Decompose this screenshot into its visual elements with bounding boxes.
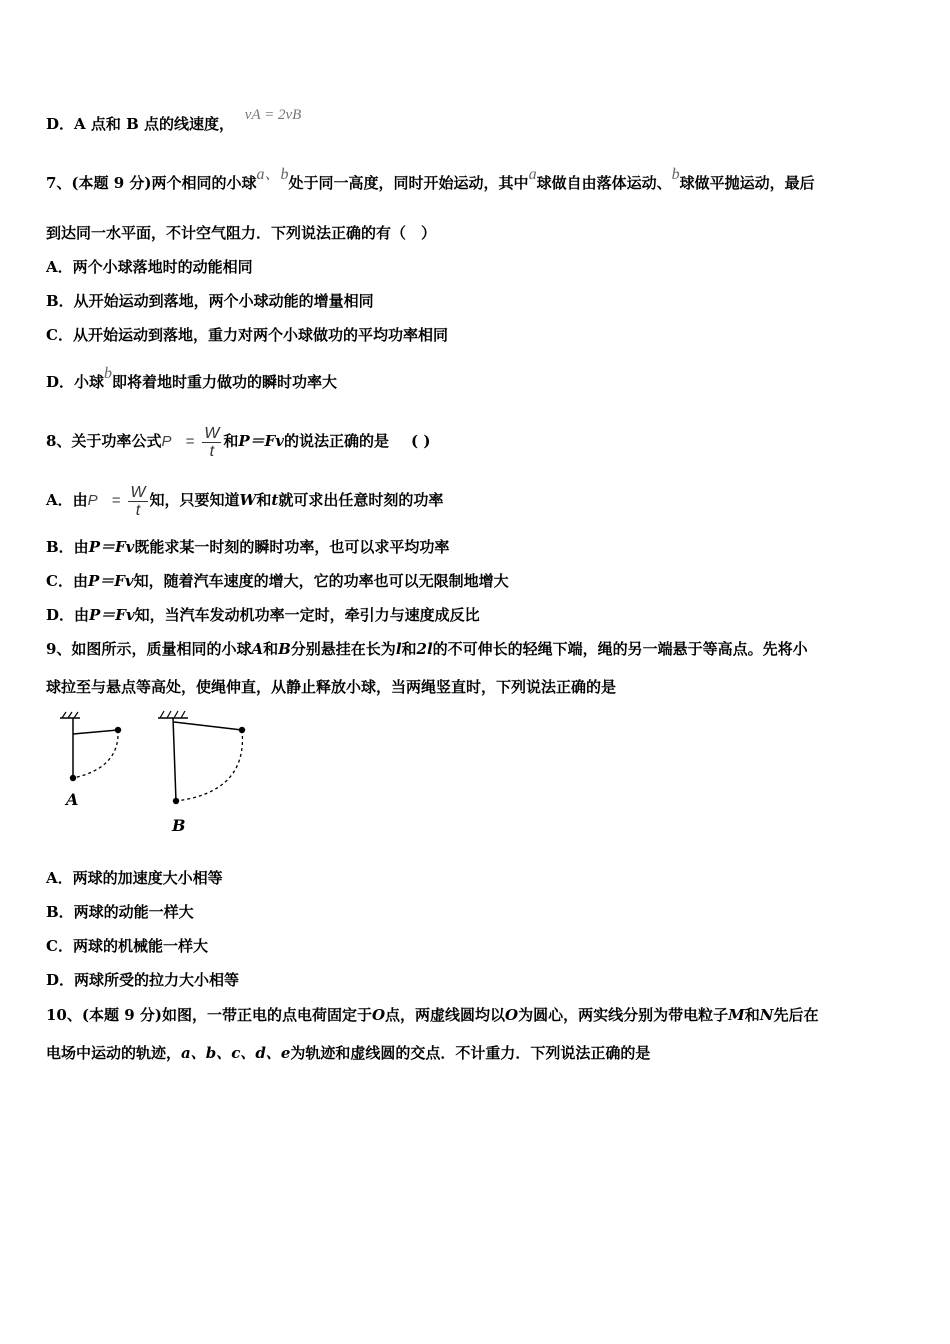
q8-stem-pre: 8、关于功率公式 [46, 432, 162, 450]
q8-option-a-t: t [135, 501, 141, 519]
q9-and: 和 [263, 640, 279, 658]
q9-option-c: C．两球的机械能一样大 [46, 937, 208, 955]
q7-option-a: A．两个小球落地时的动能相同 [46, 258, 253, 276]
q8-option-b-pre: B．由 [46, 538, 89, 556]
q6-option-d-formula: vA = 2vB [244, 107, 302, 123]
q8-option-a-text: 知，只要知道 [149, 491, 240, 509]
q8-formula-p: P [161, 433, 172, 450]
q7-option-b: B．从开始运动到落地，两个小球动能的增量相同 [46, 292, 374, 310]
fig-label-a: A [66, 790, 79, 809]
q10-particle-m: M [728, 1006, 745, 1024]
q8-stem [46, 420, 430, 463]
q9-ball-a: A [251, 640, 264, 658]
q9-stem-text: 分别悬挂在长为 [290, 640, 396, 658]
q7-symbol-b: b [280, 166, 289, 183]
pendulum-diagram [52, 704, 262, 836]
q10-point-o2: O [505, 1006, 519, 1024]
q8-option-d-pfv: P＝Fv [89, 606, 135, 624]
q6-option-d [46, 107, 302, 135]
q10-stem-text: 先后在 [773, 1006, 819, 1024]
q8-option-a-pre: A．由 [46, 491, 88, 509]
fig-label-b: B [172, 816, 186, 835]
q9-length-2l: 2l [416, 640, 433, 658]
q9-stem-text: 和 [401, 640, 417, 658]
q9-stem-text: 的不可伸长的轻绳下端，绳的另一端悬于等高点。先将小 [432, 640, 808, 658]
q8-formula-eq: = [185, 433, 195, 450]
q8-option-d [46, 605, 480, 625]
q8-option-b-pfv: P＝Fv [88, 538, 135, 556]
q8-and: 和 [223, 432, 239, 450]
q10-stem-text: 电场中运动的轨迹， [46, 1044, 182, 1062]
q7-stem-text: 处于同一高度，同时开始运动，其中 [288, 174, 529, 192]
q7-stem-text: 球做平抛运动，最后 [679, 174, 815, 192]
q7-stem-line2: 到达同一水平面，不计空气阻力．下列说法正确的有（ ） [46, 224, 437, 242]
q9-length-l: l [395, 640, 402, 658]
q9-ball-b: B [278, 640, 291, 658]
q10-and: 和 [744, 1006, 760, 1024]
q8-stem-post: 的说法正确的是 [284, 432, 390, 450]
q9-stem-line2: 球拉至与悬点等高处，使绳伸直，从静止释放小球，当两绳竖直时，下列说法正确的是 [46, 678, 617, 696]
q8-option-c [46, 571, 509, 591]
q7-stem-text: 两个相同的小球 [151, 174, 257, 192]
q8-option-a [46, 479, 443, 522]
q8-option-b [46, 537, 449, 557]
q10-point-o: O [371, 1006, 386, 1024]
q6-option-d-label: D． [46, 115, 75, 133]
q10-stem-line1 [46, 1005, 819, 1025]
q10-stem-text: 为圆心，两实线分别为带电粒子 [518, 1006, 729, 1024]
pendulum-b [158, 711, 245, 835]
q8-option-c-pfv: P＝Fv [87, 572, 134, 590]
q8-option-a-t-text: t [271, 491, 279, 509]
q9-stem-line1 [46, 639, 808, 659]
q9-pendulum-figure [52, 704, 262, 840]
q7-symbol-sep: 、 [264, 166, 281, 183]
q7-option-d-pre: D．小球 [46, 373, 105, 391]
q8-option-a-w: W [130, 483, 146, 501]
q8-formula-w: W [204, 424, 220, 442]
q7-option-c: C．从开始运动到落地，重力对两个小球做功的平均功率相同 [46, 326, 448, 344]
q8-option-d-pre: D．由 [46, 606, 90, 624]
q8-formula-fraction [202, 425, 221, 460]
q8-pfv: P＝Fv [238, 432, 285, 450]
q8-option-a-fraction [128, 484, 147, 519]
q8-answer-paren: ( ) [411, 432, 431, 450]
q10-stem-text: 点，两虚线圆均以 [385, 1006, 506, 1024]
q8-formula-t: t [209, 442, 215, 460]
q7-symbol-a2: a [528, 166, 537, 183]
q10-stem-line2 [46, 1043, 650, 1063]
q7-stem-text: 球做自由落体运动、 [536, 174, 672, 192]
q10-particle-n: N [759, 1006, 774, 1024]
q10-stem-text: 为轨迹和虚线圆的交点．不计重力．下列说法正确的是 [290, 1044, 651, 1062]
q7-option-d-symbol-b: b [104, 365, 113, 382]
q8-option-c-pre: C．由 [46, 572, 88, 590]
q9-option-b: B．两球的动能一样大 [46, 903, 194, 921]
q7-option-d [46, 365, 338, 393]
q9-option-d: D．两球所受的拉力大小相等 [46, 971, 240, 989]
q8-option-a-p: P [87, 492, 98, 509]
q8-option-b-post: 既能求某一时刻的瞬时功率，也可以求平均功率 [134, 538, 450, 556]
q8-option-a-w-text: W [239, 491, 257, 509]
q8-option-d-post: 知，当汽车发动机功率一定时，牵引力与速度成反比 [134, 606, 480, 624]
q10-points: a、b、c、d、e [181, 1044, 291, 1062]
q9-option-a: A．两球的加速度大小相等 [46, 869, 223, 887]
q7-symbol-a: a [256, 166, 265, 183]
q9-stem-text: 9、如图所示，质量相同的小球 [46, 640, 252, 658]
q7-number: 7、(本题 9 分) [46, 174, 152, 192]
q7-symbol-b2: b [671, 166, 680, 183]
q8-option-c-post: 知，随着汽车速度的增大，它的功率也可以无限制地增大 [133, 572, 509, 590]
q7-option-d-post: 即将着地时重力做功的瞬时功率大 [112, 373, 338, 391]
q8-option-a-and: 和 [256, 491, 272, 509]
q8-option-a-eq: = [111, 492, 121, 509]
q10-stem-text: 10、(本题 9 分)如图，一带正电的点电荷固定于 [46, 1006, 372, 1024]
q8-option-a-text2: 就可求出任意时刻的功率 [278, 491, 444, 509]
q6-option-d-text: A 点和 B 点的线速度， [74, 115, 234, 133]
q7-stem-line1 [46, 166, 815, 194]
pendulum-a [60, 712, 121, 809]
